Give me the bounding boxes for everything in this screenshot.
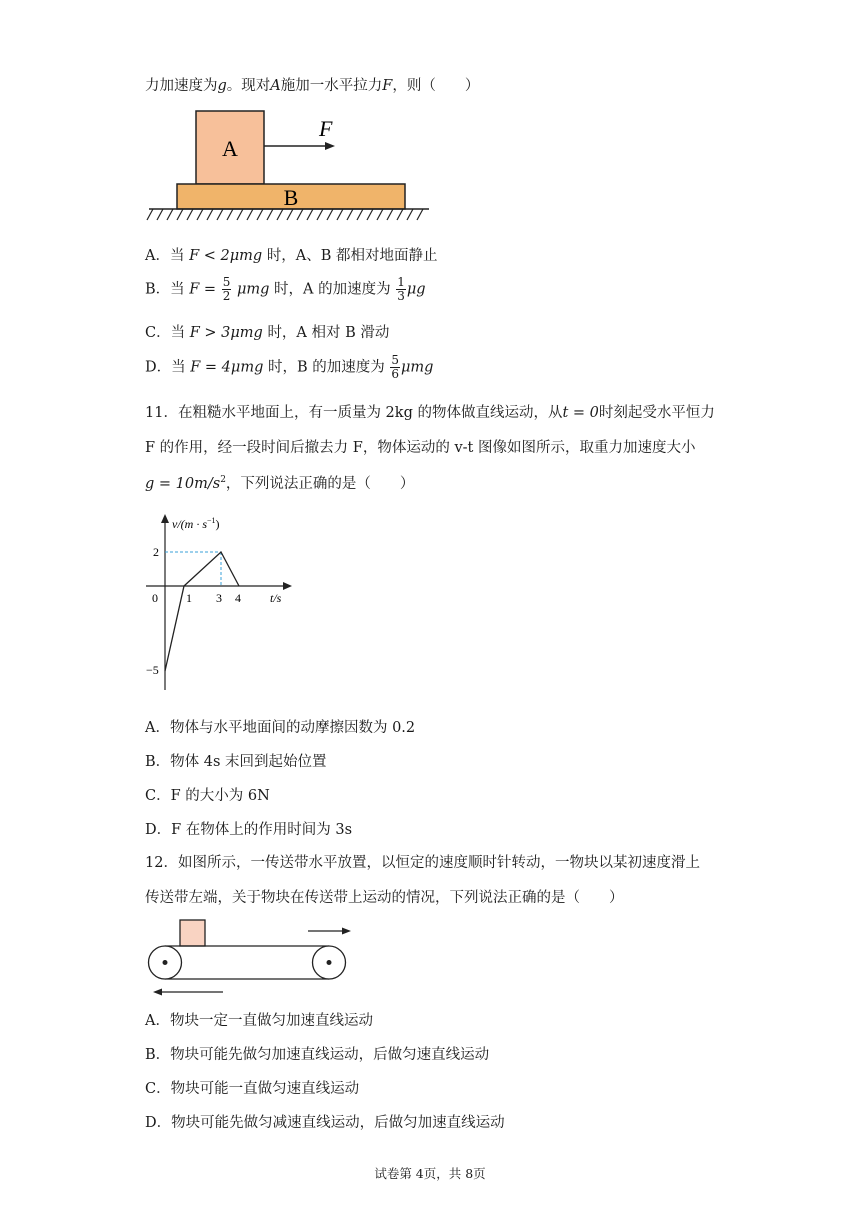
block-b-label: B <box>283 185 299 210</box>
tick-x-4: 4 <box>235 591 241 605</box>
belt-block <box>180 920 205 946</box>
block-a-label: A <box>222 136 238 161</box>
y-axis-arrow <box>161 514 169 523</box>
q11-option-d[interactable]: D．F 在物体上的作用时间为 3s <box>145 822 353 838</box>
x-axis-label: t/s <box>270 591 282 605</box>
bottom-arrowhead <box>153 989 162 996</box>
x-axis-arrow <box>283 582 292 590</box>
page-footer: 试卷第 4页，共 8页 <box>374 1166 486 1181</box>
q10-option-b[interactable]: B．当 F = $\frac{5}{2}$ μmg 时，A 的加速度为 $\frac{1}{3}$ μg <box>145 275 426 303</box>
force-label: F <box>319 116 333 141</box>
tick-y-neg5: −5 <box>146 663 159 677</box>
force-arrowhead <box>325 142 335 150</box>
q10-figure <box>145 108 435 226</box>
tick-x-1: 1 <box>186 591 192 605</box>
q10-option-c[interactable]: C．当 F > 3μmg 时，A 相对 B 滑动 <box>145 325 390 341</box>
q10-intro: 力加速度为g。现对A施加一水平拉力F，则（ ） <box>145 78 480 94</box>
q12-option-a[interactable]: A．物块一定一直做匀加速直线运动 <box>145 1013 373 1029</box>
q10-option-a[interactable]: A．当 F < 2μmg 时，A、B 都相对地面静止 <box>145 248 438 264</box>
q12-option-c[interactable]: C．物块可能一直做匀速直线运动 <box>145 1081 360 1097</box>
y-axis-label: $v/(m \cdot s^{-1})$ <box>172 516 220 531</box>
q12-option-b[interactable]: B．物块可能先做匀加速直线运动，后做匀速直线运动 <box>145 1047 490 1063</box>
top-arrowhead <box>342 928 351 935</box>
origin-label: 0 <box>152 591 158 605</box>
conveyor-figure <box>145 914 360 1000</box>
right-pulley-axle <box>327 960 332 965</box>
q11-option-b[interactable]: B．物体 4s 末回到起始位置 <box>145 754 327 770</box>
tick-y-2: 2 <box>153 545 159 559</box>
q11-line1: 11．在粗糙水平地面上，有一质量为 2kg 的物体做直线运动，从t = 0时刻起受水平恒力 <box>145 405 715 421</box>
q12-line2: 传送带左端，关于物块在传送带上运动的情况，下列说法正确的是（ ） <box>145 890 624 906</box>
tick-x-3: 3 <box>216 591 222 605</box>
vt-curve <box>165 552 239 671</box>
q11-line3: $g = 10m/s^2$，下列说法正确的是（ ） <box>145 475 415 492</box>
vt-graph <box>140 510 300 700</box>
q12-option-d[interactable]: D．物块可能先做匀减速直线运动，后做匀加速直线运动 <box>145 1115 505 1131</box>
q10-option-d[interactable]: D．当 F = 4μmg 时，B 的加速度为 $\frac{5}{6}$ μmg <box>145 353 434 381</box>
q12-line1: 12．如图所示，一传送带水平放置，以恒定的速度顺时针转动，一物块以某初速度滑上 <box>145 855 700 871</box>
q11-option-c[interactable]: C．F 的大小为 6N <box>145 788 270 804</box>
q11-option-a[interactable]: A．物体与水平地面间的动摩擦因数为 0.2 <box>145 720 416 736</box>
left-pulley-axle <box>163 960 168 965</box>
q11-line2: F 的作用，经一段时间后撤去力 F，物体运动的 v-t 图像如图所示，取重力加速度大小 <box>145 440 696 456</box>
ground-hatching <box>147 209 423 220</box>
